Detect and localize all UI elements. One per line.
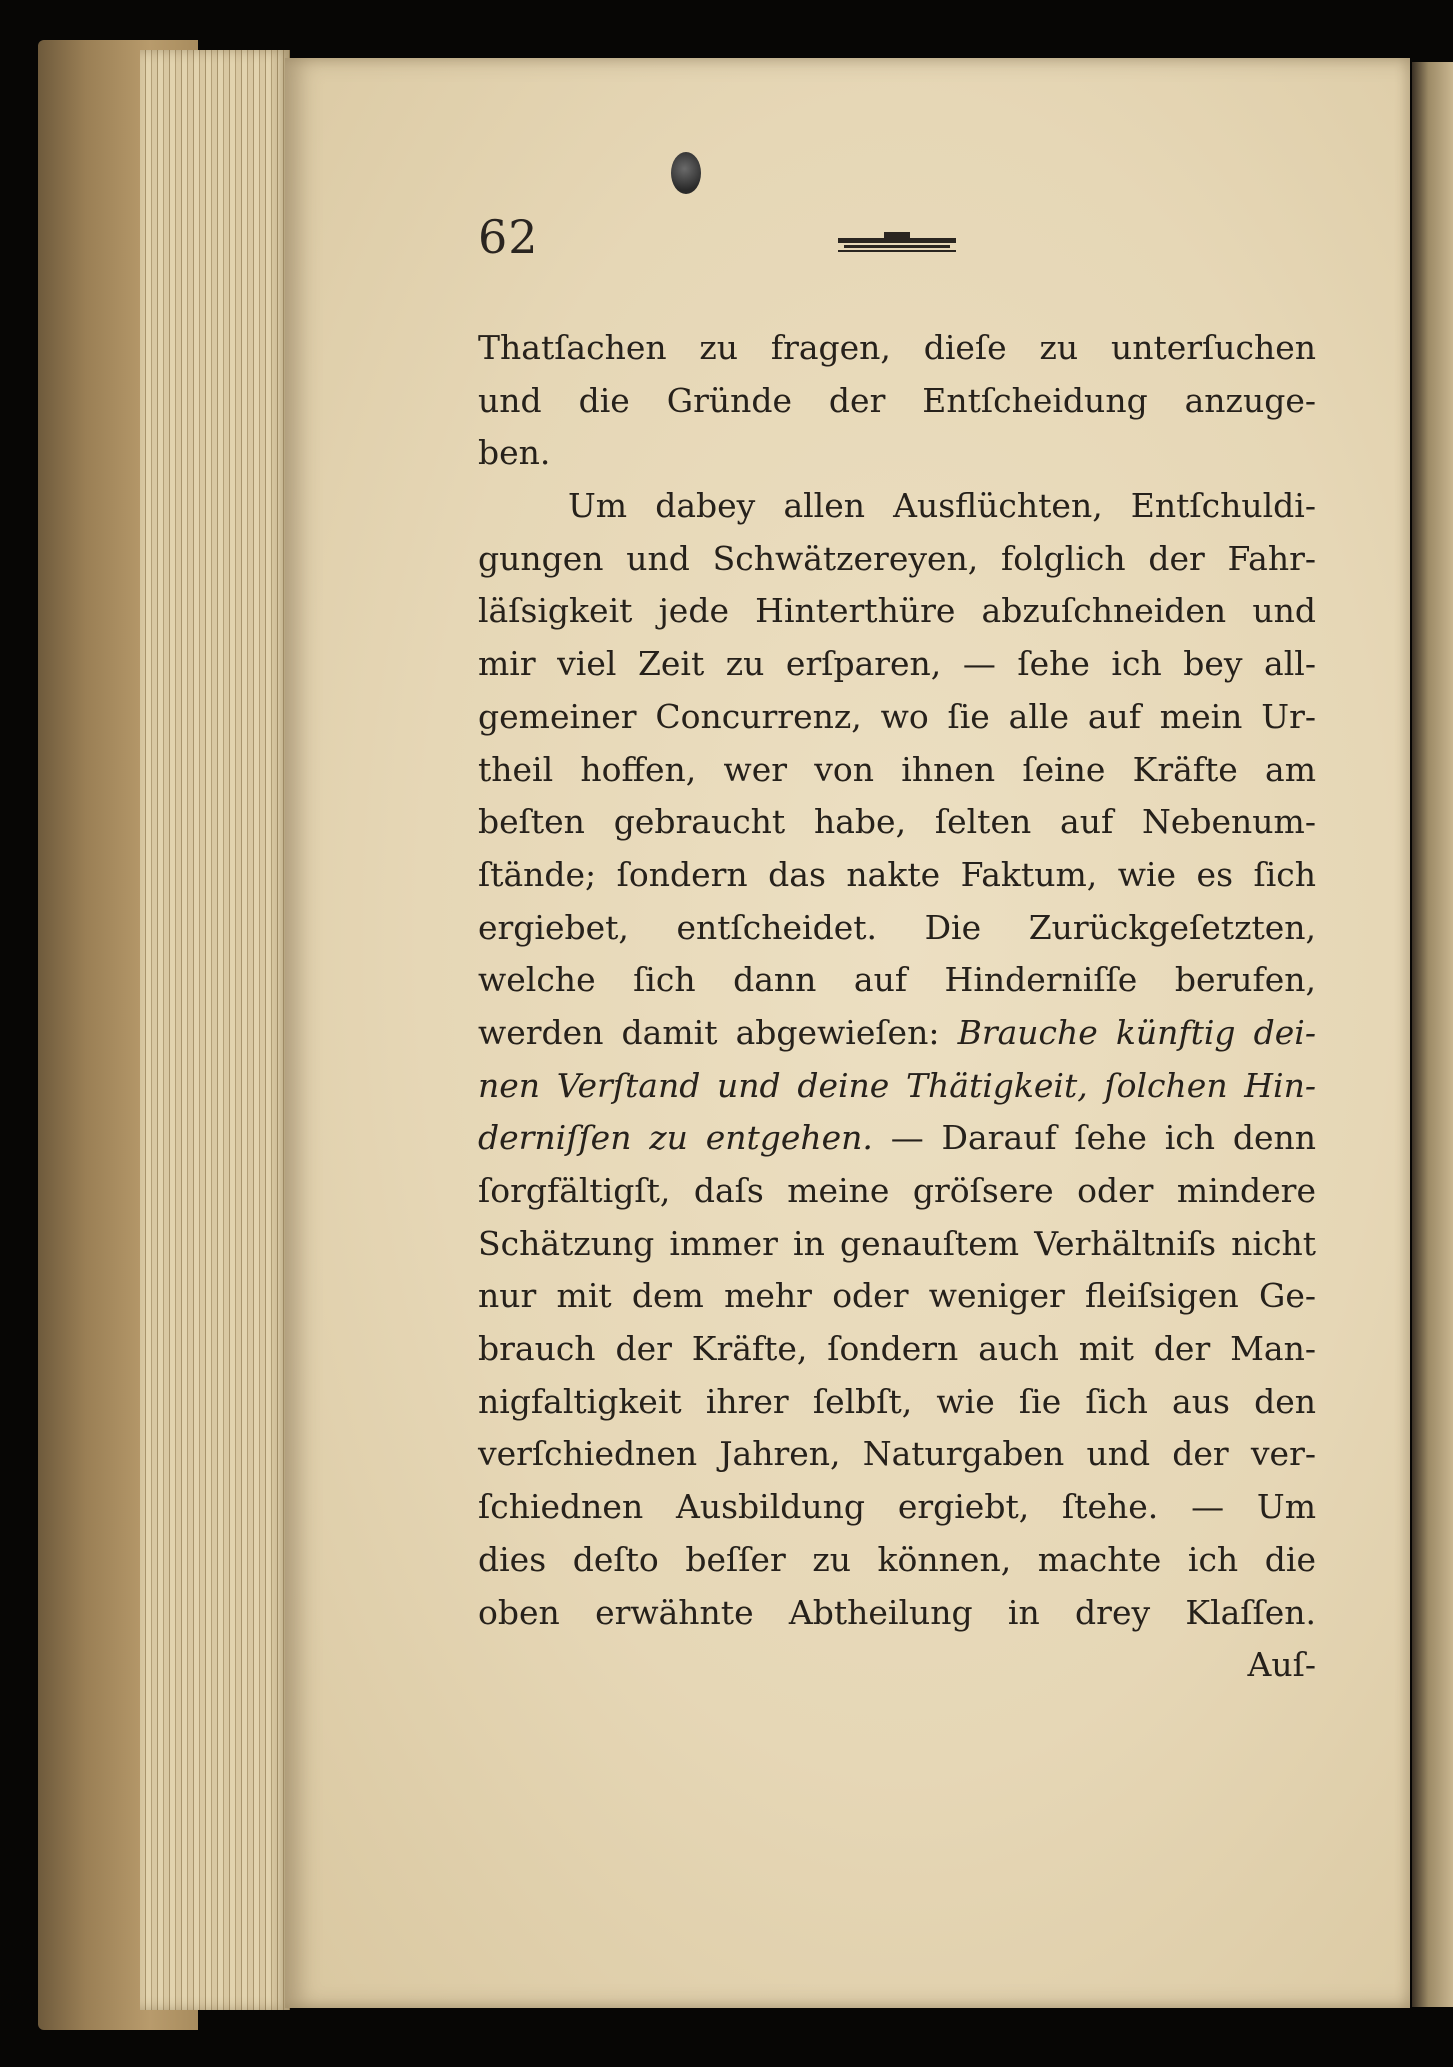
text-line: brauch der Kräfte, ſondern auch mit der Man- [478,1329,1316,1369]
text-line: ergiebet, entſcheidet. Die Zurückgeſetzten, [478,907,1316,947]
plain-text: — Darauf ſehe ich denn [872,1118,1316,1158]
body-text [478,322,1316,1692]
page-edges [140,50,290,2010]
text-line: ben. [478,433,551,473]
header-ornament [838,228,956,256]
text-line [478,1007,1316,1060]
text-line: Um dabey allen Ausflüchten, Entſchuldi- [568,486,1316,526]
text-line [478,1112,1316,1165]
text-line: oben erwähnte Abtheilung in drey Klaſſen. [478,1592,1316,1632]
text-line: ſchiednen Ausbildung ergiebt, ſtehe. — Um [478,1487,1316,1527]
text-line: welche ſich dann auf Hinderniſſe berufen, [478,960,1316,1000]
text-line: verſchiednen Jahren, Naturgaben und der ver- [478,1434,1316,1474]
text-line: ſorgfältigſt, daſs meine gröſsere oder mindere [478,1171,1316,1210]
text-line: beſten gebraucht habe, ſelten auf Nebenum- [478,802,1316,842]
text-line: nur mit dem mehr oder weniger fleiſsigen Ge- [478,1276,1316,1316]
text-line: Thatſachen zu fragen, dieſe zu unterſuchen [478,328,1316,367]
text-line: theil hoffen, wer von ihnen ſeine Kräfte am [478,749,1316,789]
text-line: nigfaltigkeit ihrer ſelbſt, wie ſie ſich aus den [478,1381,1316,1421]
italic-text: nen Verſtand und deine Thätigkeit, ſolchen Hin- [478,1065,1316,1105]
text-line: gemeiner Concurrenz, wo ſie alle auf mein Ur- [478,696,1316,736]
text-line: läſsigkeit jede Hinterthüre abzuſchneiden und [478,591,1316,631]
binding-hole [671,152,701,194]
italic-text: derniſſen zu entgehen. [478,1118,873,1158]
text-line [478,1060,1316,1113]
text-line: ſtände; ſondern das nakte Faktum, wie es ſich [478,854,1316,894]
page-number: 62 [478,210,539,264]
text-line: und die Gründe der Entſcheidung anzuge- [478,380,1316,420]
italic-text: Brauche künftig dei- [957,1012,1316,1052]
text-line: mir viel Zeit zu erſparen, — ſehe ich bey all- [478,644,1316,684]
facing-page-edge [1412,62,1453,2007]
catchword: Auſ- [1247,1645,1316,1685]
text-line: Schätzung immer in genauſtem Verhältniſs nicht [478,1223,1316,1263]
text-line: gungen und Schwätzereyen, folglich der Fahr- [478,538,1316,578]
text-line: dies deſto beſſer zu können, machte ich die [478,1539,1316,1579]
plain-text: werden damit abgewieſen: [478,1012,958,1052]
